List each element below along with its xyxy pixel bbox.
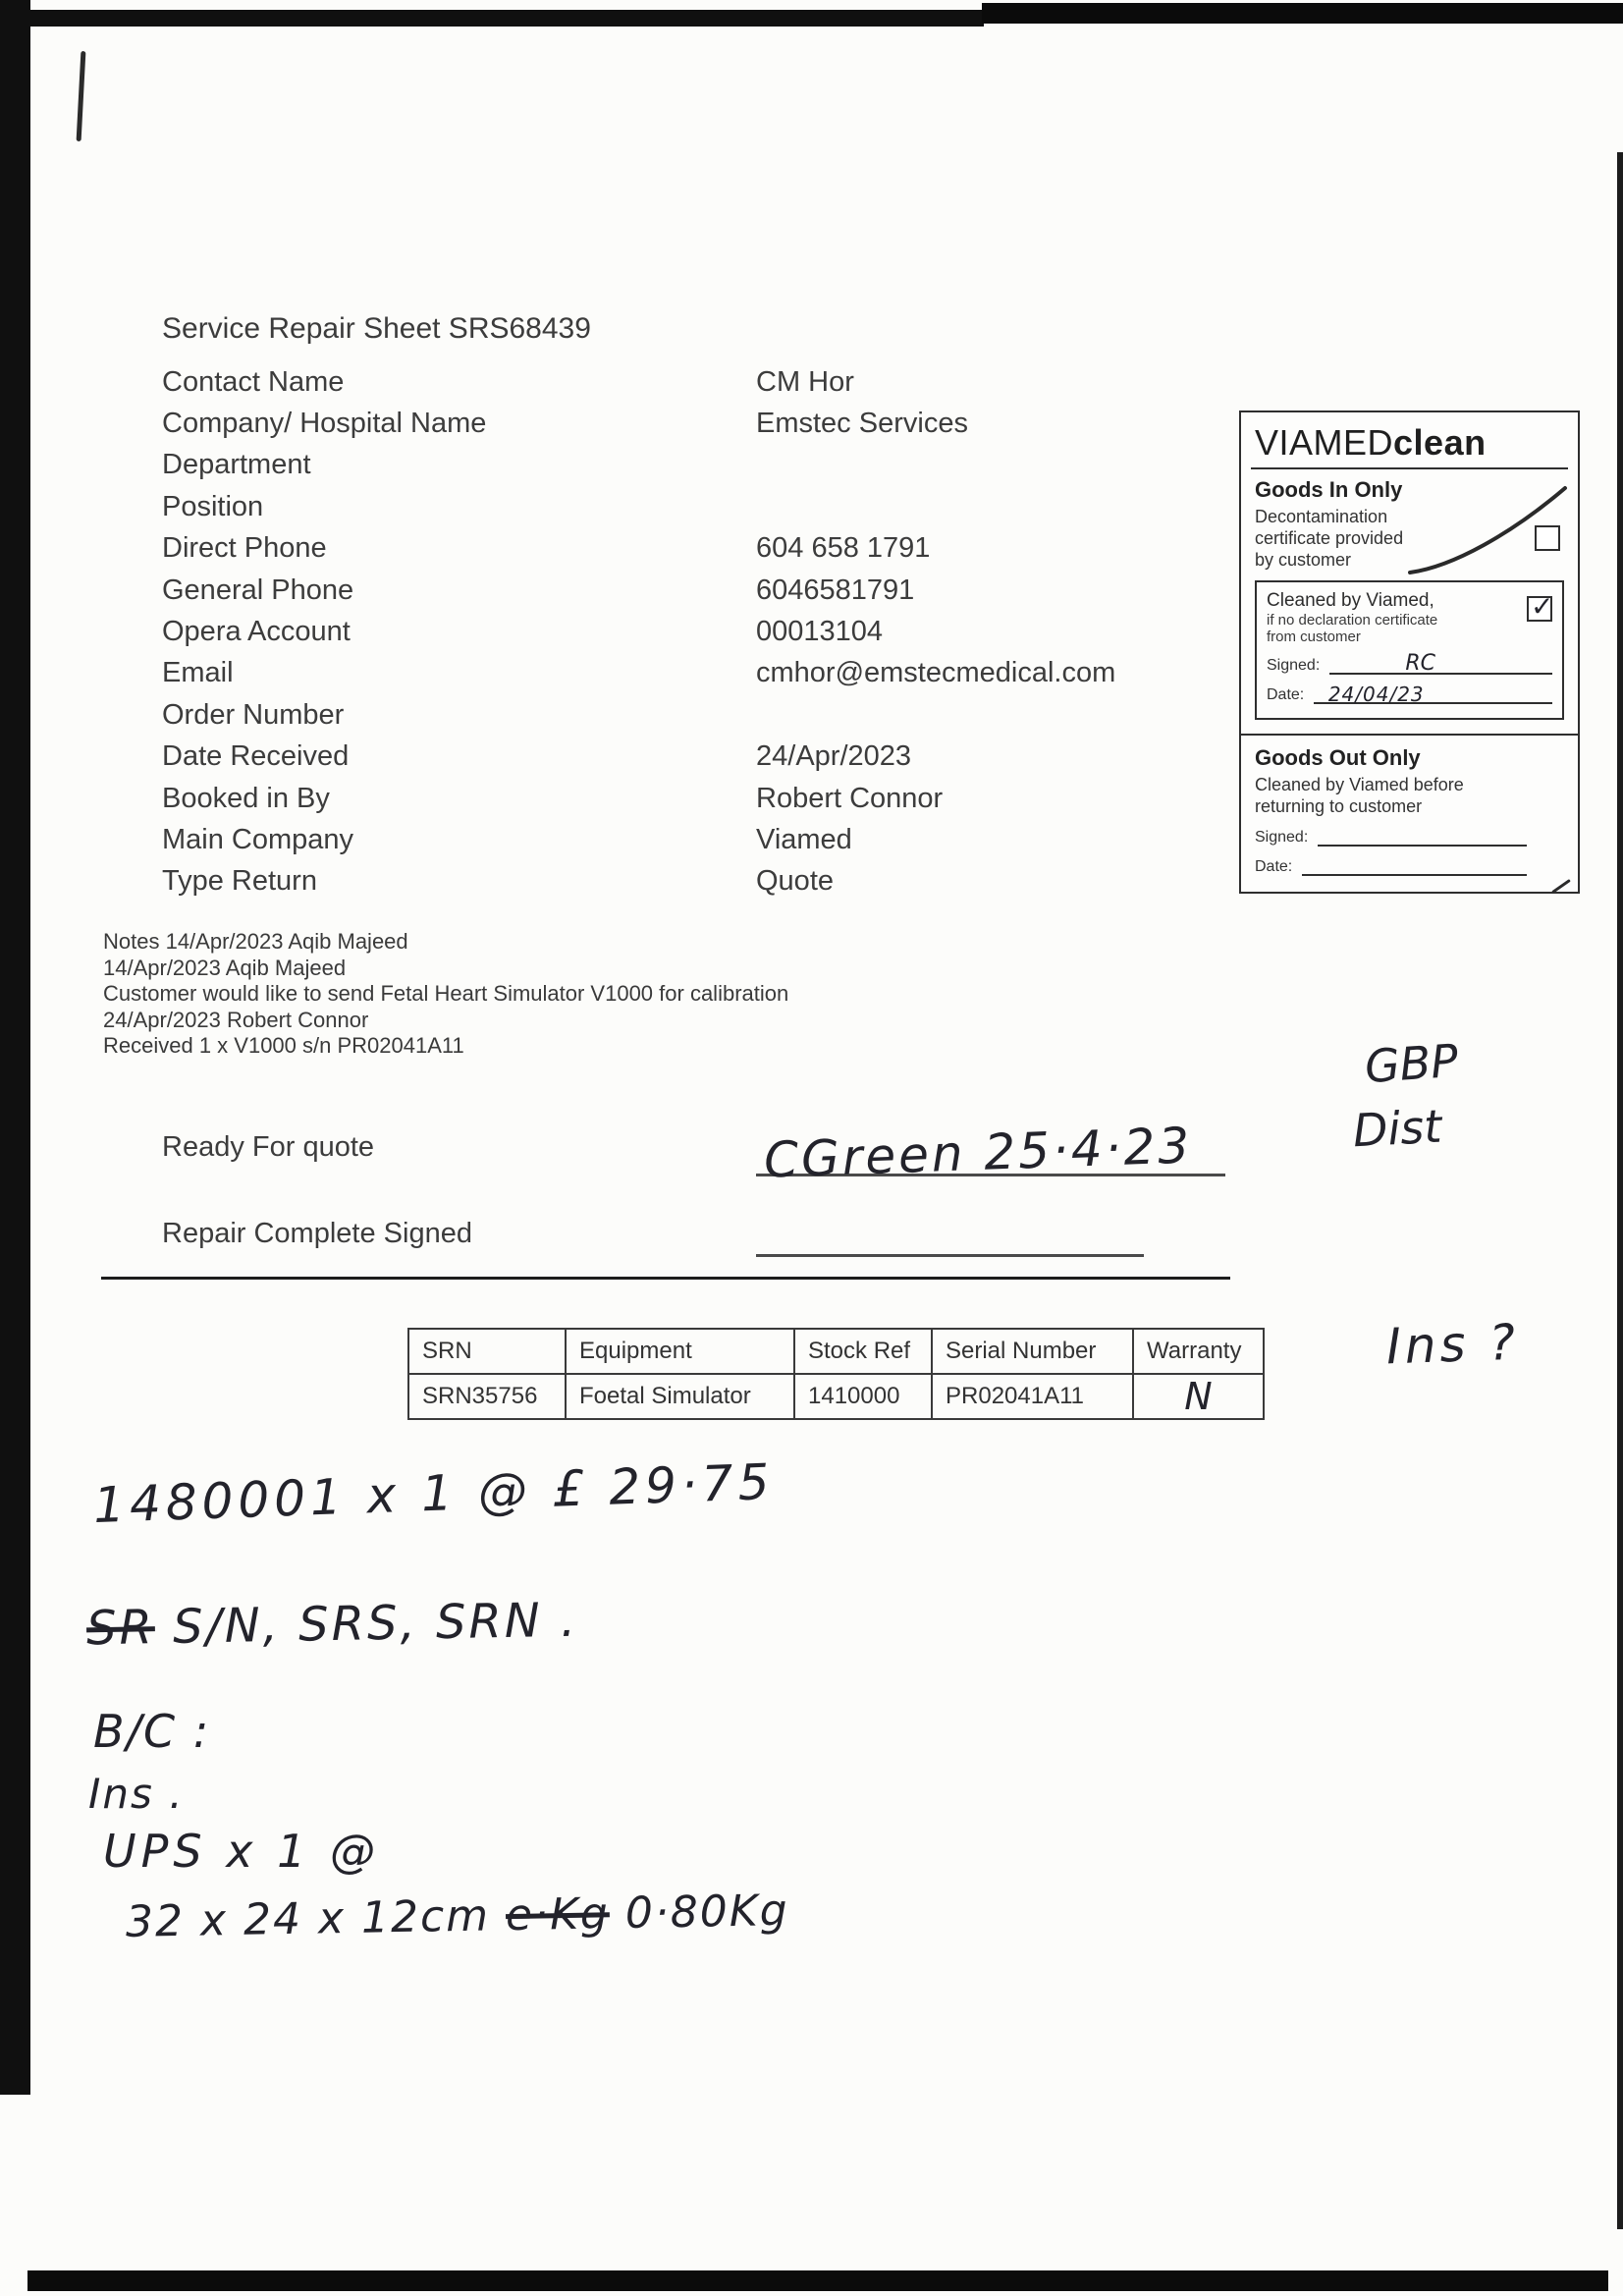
repair-signature-line: [756, 1214, 1144, 1257]
field-value: Robert Connor: [756, 782, 944, 814]
handwritten-dimensions-line: [126, 1886, 789, 1947]
note-line: Received 1 x V1000 s/n PR02041A11: [103, 1033, 464, 1058]
field-row: [162, 778, 1213, 819]
out-date-row: [1255, 854, 1527, 876]
logo-underline: [1251, 467, 1568, 469]
handwritten-sn-line: [86, 1593, 579, 1657]
field-value: Quote: [756, 865, 834, 898]
margin-note-dist: Dist: [1351, 1099, 1443, 1158]
sn-text: S/N, SRS, SRN .: [154, 1592, 579, 1656]
scan-edge-top-right: [982, 3, 1623, 24]
date-label: Date:: [1267, 686, 1305, 703]
field-row: [162, 611, 1213, 652]
field-value: CM Hor: [756, 365, 854, 398]
cleaned-line: Cleaned by Viamed,: [1267, 590, 1434, 611]
column-header: Equipment: [566, 1329, 794, 1374]
table-row: [408, 1374, 1264, 1419]
scan-edge-left: [0, 0, 30, 2095]
field-value: 00013104: [756, 616, 884, 648]
quote-signature-handwriting: CGreen 25·4·23: [763, 1117, 1194, 1189]
field-row: [162, 570, 1213, 611]
pen-mark: [77, 51, 86, 141]
signed-row: [1267, 653, 1552, 675]
handwritten-ups-line: UPS x 1 @: [103, 1825, 380, 1878]
date-row: [1267, 683, 1552, 704]
ready-for-quote-label: Ready For quote: [162, 1131, 375, 1163]
document-title: Service Repair Sheet SRS68439: [162, 312, 591, 345]
panel-divider: [1241, 734, 1578, 736]
equipment-table: [407, 1328, 1265, 1420]
field-label: Department: [162, 449, 311, 481]
field-value: 24/Apr/2023: [756, 740, 912, 773]
date-handwriting: 24/04/23: [1327, 683, 1425, 706]
out-date-line: [1302, 854, 1527, 876]
margin-note-gbp: GBP: [1363, 1033, 1460, 1094]
field-value: 6046581791: [756, 574, 915, 606]
handwritten-price-line: 1480001 x 1 @ £ 29·75: [92, 1452, 776, 1535]
field-value: 604 658 1791: [756, 532, 931, 565]
notes-block: [103, 929, 788, 1060]
note-line: Customer would like to send Fetal Heart Simulator V1000 for calibration: [103, 981, 789, 1006]
serial-number-cell: PR02041A11: [932, 1374, 1133, 1419]
weight-text: 0·80Kg: [609, 1886, 790, 1940]
viamedclean-panel: [1239, 410, 1580, 894]
field-label: Email: [162, 657, 234, 689]
table-header-row: [408, 1329, 1264, 1374]
signed-line: [1329, 653, 1552, 675]
warranty-cell: [1133, 1374, 1264, 1419]
cleaned-line: from customer: [1267, 629, 1361, 645]
goods-out-heading: Goods Out Only: [1255, 745, 1421, 770]
field-row: [162, 653, 1213, 694]
quote-signature-line: [756, 1117, 1225, 1189]
viamedclean-logo: [1255, 422, 1564, 464]
signed-handwriting: RC: [1405, 651, 1435, 676]
field-label: Type Return: [162, 865, 317, 898]
scan-edge-right: [1617, 152, 1623, 2229]
column-header: Serial Number: [932, 1329, 1133, 1374]
field-row: [162, 694, 1213, 736]
field-row: [162, 737, 1213, 778]
decontamination-option: [1255, 506, 1564, 571]
cleaned-by-viamed-box: [1255, 580, 1564, 720]
field-value: cmhor@emstecmedical.com: [756, 657, 1116, 689]
column-header: Stock Ref: [794, 1329, 932, 1374]
equipment-cell: Foetal Simulator: [566, 1374, 794, 1419]
decon-line: certificate provided: [1255, 528, 1404, 548]
struck-text: SR: [85, 1600, 156, 1657]
goods-out-line: Cleaned by Viamed before: [1255, 775, 1464, 794]
decon-checkbox: [1535, 525, 1560, 551]
field-row: [162, 819, 1213, 860]
goods-out-text: [1255, 774, 1564, 817]
field-row: [162, 861, 1213, 902]
scan-edge-bottom: [27, 2270, 1608, 2291]
stock-ref-cell: 1410000: [794, 1374, 932, 1419]
dims-text: 32 x 24 x 12cm: [125, 1890, 507, 1947]
checkmark: ✓: [1531, 590, 1554, 623]
signed-label: Signed:: [1267, 657, 1321, 674]
field-label: Date Received: [162, 740, 350, 773]
field-label: Position: [162, 490, 264, 522]
goods-out-line: returning to customer: [1255, 796, 1423, 816]
field-row: [162, 486, 1213, 527]
out-signed-label: Signed:: [1255, 829, 1309, 846]
logo-clean: clean: [1393, 422, 1487, 463]
handwritten-bc-line: B/C :: [93, 1705, 211, 1758]
out-date-label: Date:: [1255, 858, 1293, 875]
out-signed-row: [1255, 825, 1527, 847]
form-fields: [162, 361, 1213, 902]
field-label: Main Company: [162, 823, 354, 855]
srn-cell: SRN35756: [408, 1374, 566, 1419]
field-row: [162, 528, 1213, 570]
out-signed-line: [1318, 825, 1527, 847]
pen-tick: [1551, 879, 1571, 894]
note-line: Notes 14/Apr/2023 Aqib Majeed: [103, 929, 408, 954]
field-label: Order Number: [162, 698, 345, 731]
note-line: 24/Apr/2023 Robert Connor: [103, 1007, 369, 1032]
field-label: Direct Phone: [162, 532, 327, 565]
field-value: Viamed: [756, 823, 852, 855]
date-line: [1314, 683, 1552, 704]
goods-in-heading: Goods In Only: [1255, 477, 1403, 502]
cleaned-line: if no declaration certificate: [1267, 612, 1438, 629]
field-label: Company/ Hospital Name: [162, 408, 487, 440]
decon-line: by customer: [1255, 550, 1352, 570]
section-divider: [101, 1277, 1230, 1280]
logo-viamed: VIAMED: [1255, 422, 1394, 463]
field-label: General Phone: [162, 574, 354, 606]
field-row: [162, 361, 1213, 403]
struck-text: e·Kg: [505, 1888, 611, 1941]
scan-edge-top-left: [29, 10, 984, 27]
field-row: [162, 445, 1213, 486]
warranty-handwriting: N: [1184, 1375, 1213, 1418]
cleaned-checkbox: [1527, 590, 1554, 623]
field-label: Contact Name: [162, 365, 345, 398]
column-header: SRN: [408, 1329, 566, 1374]
decon-line: Decontamination: [1255, 507, 1388, 526]
field-label: Opera Account: [162, 616, 351, 648]
column-header: Warranty: [1133, 1329, 1264, 1374]
field-label: Booked in By: [162, 782, 330, 814]
margin-note-ins: Ins ?: [1385, 1313, 1520, 1376]
field-row: [162, 403, 1213, 444]
field-value: Emstec Services: [756, 408, 968, 440]
decontamination-text: [1255, 506, 1456, 571]
note-line: 14/Apr/2023 Aqib Majeed: [103, 955, 347, 980]
repair-complete-label: Repair Complete Signed: [162, 1218, 472, 1249]
handwritten-ins-line: Ins .: [88, 1770, 185, 1818]
